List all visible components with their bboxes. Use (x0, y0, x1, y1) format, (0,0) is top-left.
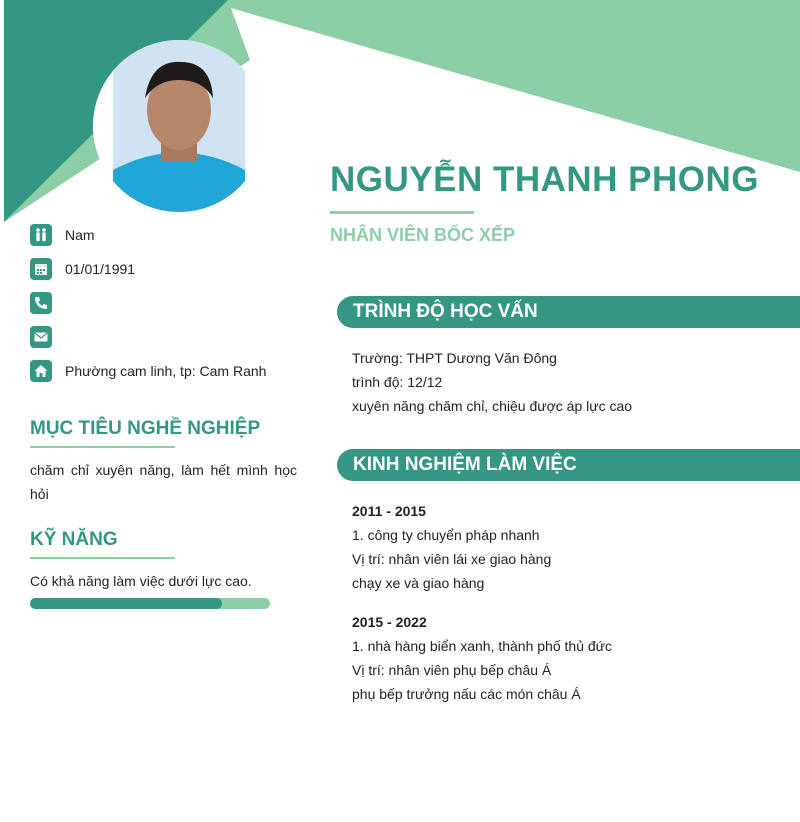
objective-title: MỤC TIÊU NGHỀ NGHIỆP (30, 418, 261, 439)
experience-position: Vị trí: nhân viên lái xe giao hàng (352, 551, 552, 567)
birthday-value: 01/01/1991 (65, 261, 136, 277)
profile-photo (93, 40, 265, 212)
education-line: trình độ: 12/12 (352, 374, 443, 390)
address-value: Phường cam linh, tp: Cam Ranh (65, 363, 267, 379)
home-icon (30, 360, 52, 382)
contact-address (30, 360, 266, 382)
education-banner (337, 296, 800, 328)
education-line: Trường: THPT Dương Văn Đông (352, 350, 557, 366)
contact-phone (30, 292, 65, 314)
experience-period: 2011 - 2015 (352, 503, 426, 519)
job-title: NHÂN VIÊN BỐC XẾP (330, 225, 516, 245)
education-line: xuyên năng chăm chỉ, chiệu được áp lực cao (352, 398, 633, 414)
experience-company: 1. công ty chuyển pháp nhanh (352, 527, 540, 543)
calendar-icon (30, 258, 52, 280)
name-underline (330, 211, 474, 214)
objective-text: chăm chỉ xuyên năng, làm hết mình học hỏi (30, 462, 297, 502)
objective-underline (30, 446, 175, 448)
experience-description: phụ bếp trưởng nấu các món châu Á (352, 686, 581, 702)
skills-title: KỸ NĂNG (30, 529, 118, 550)
gender-icon (30, 224, 52, 246)
experience-description: chạy xe và giao hàng (352, 575, 485, 591)
experience-position: Vị trí: nhân viên phụ bếp châu Á (352, 662, 552, 678)
experience-company: 1. nhà hàng biển xanh, thành phố thủ đức (352, 638, 613, 654)
education-title: TRÌNH ĐỘ HỌC VẤN (353, 301, 538, 322)
skill-level-bar (30, 598, 270, 609)
experience-title: KINH NGHIỆM LÀM VIỆC (353, 454, 577, 475)
skill-label: Có khả năng làm việc dưới lực cao. (30, 573, 252, 589)
skills-underline (30, 557, 175, 559)
contact-birthday (30, 258, 135, 280)
phone-icon (30, 292, 52, 314)
contact-email (30, 326, 65, 348)
candidate-name: NGUYỄN THANH PHONG (330, 160, 760, 199)
gender-value: Nam (65, 227, 95, 243)
experience-banner (337, 449, 800, 481)
envelope-icon (30, 326, 52, 348)
contact-gender (30, 224, 95, 246)
skill-level-fill (30, 598, 222, 609)
experience-period: 2015 - 2022 (352, 614, 427, 630)
